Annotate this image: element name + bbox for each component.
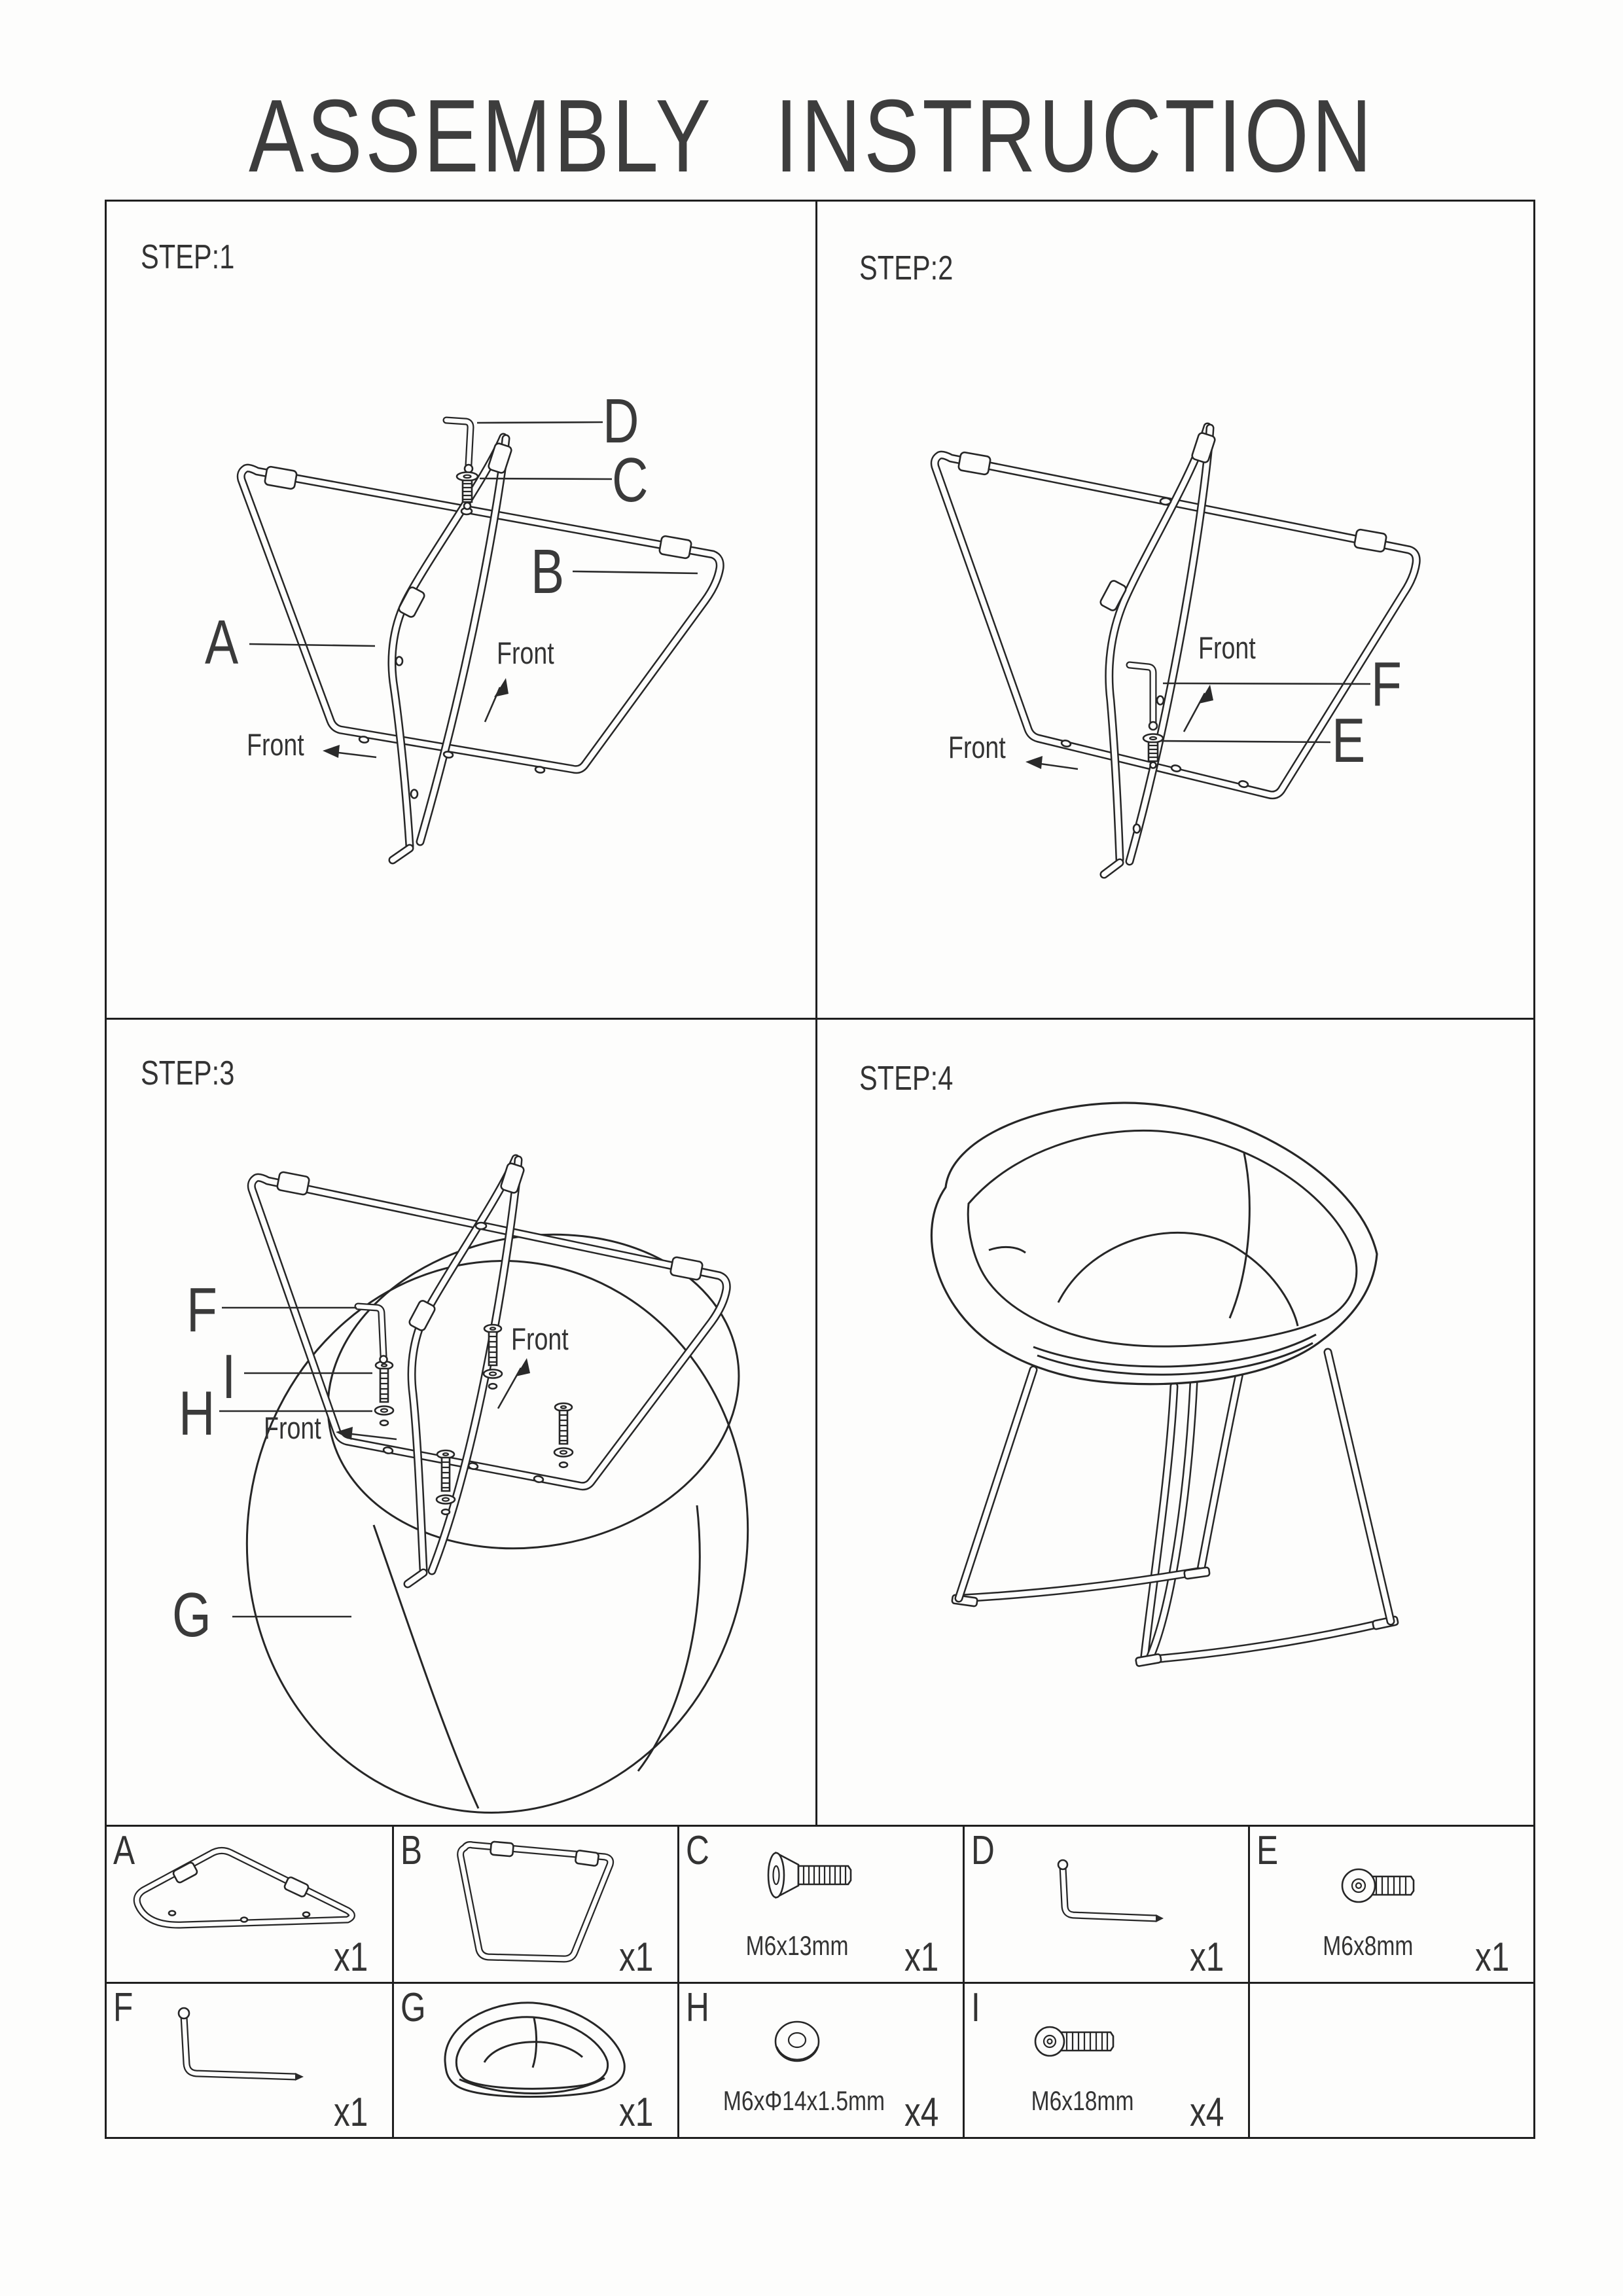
part-cell-g (394, 1984, 677, 2137)
part-f-qty: x1 (333, 2090, 368, 2135)
part-cell-empty (1250, 1984, 1533, 2137)
part-b-qty: x1 (618, 1935, 653, 1980)
part-cell-c (679, 1827, 963, 1982)
front-arrow-mid (498, 1358, 530, 1408)
part-a-qty: x1 (333, 1935, 368, 1980)
part-i-qty: x4 (1189, 2090, 1224, 2135)
part-b-letter: B (401, 1828, 423, 1873)
step3-label: STEP:3 (141, 1054, 235, 1092)
step2-front-label-mid: Front (1198, 630, 1256, 665)
step3-callout-h: H (179, 1378, 215, 1448)
step1-front-label-mid: Front (497, 636, 554, 670)
step3-callout-f: F (187, 1275, 217, 1345)
part-e-letter: E (1257, 1828, 1279, 1873)
step2-front-label-left: Front (948, 730, 1006, 764)
part-c-letter: C (686, 1828, 709, 1873)
part-d-letter: D (971, 1828, 995, 1873)
part-cell-e (1250, 1827, 1533, 1982)
chair-shell (931, 1103, 1377, 1384)
part-h-spec: M6xΦ14x1.5mm (722, 2085, 885, 2116)
allen-key-d-icon (446, 420, 473, 473)
main-frame (105, 200, 1535, 2139)
screw-i-and-washer-h-left (375, 1361, 393, 1426)
part-a-letter: A (113, 1828, 135, 1873)
part-c-qty: x1 (904, 1935, 938, 1980)
step4-label: STEP:4 (859, 1060, 954, 1098)
part-cell-d (965, 1827, 1248, 1982)
step1-panel (107, 202, 815, 1018)
part-g-letter: G (401, 1985, 426, 2030)
part-c-spec: M6x13mm (745, 1930, 849, 1961)
part-i-letter: I (971, 1985, 980, 2030)
step1-callout-c: C (612, 445, 649, 515)
part-h-letter: H (686, 1985, 709, 2030)
leader-lines (219, 1308, 372, 1617)
step1-callout-a: A (205, 607, 239, 677)
step1-callout-d: D (603, 386, 639, 456)
part-f-letter: F (113, 1985, 134, 2030)
part-d-qty: x1 (1189, 1935, 1224, 1980)
step3-callout-g: G (172, 1580, 211, 1650)
step2-drawing (817, 202, 1533, 1018)
part-cell-b (394, 1827, 677, 1982)
step1-front-label-left: Front (247, 727, 304, 762)
allen-key-f-icon (1130, 665, 1157, 730)
part-cell-f (107, 1984, 392, 2137)
step2-callout-e: E (1332, 706, 1366, 776)
front-arrow-mid (1184, 685, 1213, 732)
step1-label: STEP:1 (141, 238, 235, 276)
step1-callout-b: B (531, 537, 565, 607)
part-cell-i (965, 1984, 1248, 2137)
step2-callout-f: F (1371, 649, 1402, 719)
step2-panel (817, 202, 1533, 1018)
step2-label: STEP:2 (859, 249, 954, 287)
part-h-qty: x4 (904, 2090, 938, 2135)
page-title: ASSEMBLY INSTRUCTION (248, 79, 1375, 194)
part-cell-a (107, 1827, 392, 1982)
part-e-spec: M6x8mm (1322, 1930, 1414, 1961)
part-g-qty: x1 (618, 2090, 653, 2135)
step3-front-label-mid: Front (511, 1321, 569, 1356)
step3-front-label-left: Front (264, 1410, 321, 1445)
part-i-spec: M6x18mm (1031, 2085, 1134, 2116)
screw-and-washer-right (554, 1403, 573, 1467)
front-arrow-mid (485, 678, 508, 722)
step3-panel (107, 1020, 815, 1825)
connector-sleeves (958, 432, 1387, 612)
front-arrow-left (323, 745, 376, 758)
step4-panel (817, 1020, 1533, 1825)
step3-callout-i: I (222, 1342, 236, 1412)
step4-drawing (817, 1020, 1533, 1825)
part-cell-h (679, 1984, 963, 2137)
allen-key-f-icon (358, 1306, 387, 1363)
front-arrow-left (1026, 756, 1078, 769)
part-e-qty: x1 (1474, 1935, 1509, 1980)
